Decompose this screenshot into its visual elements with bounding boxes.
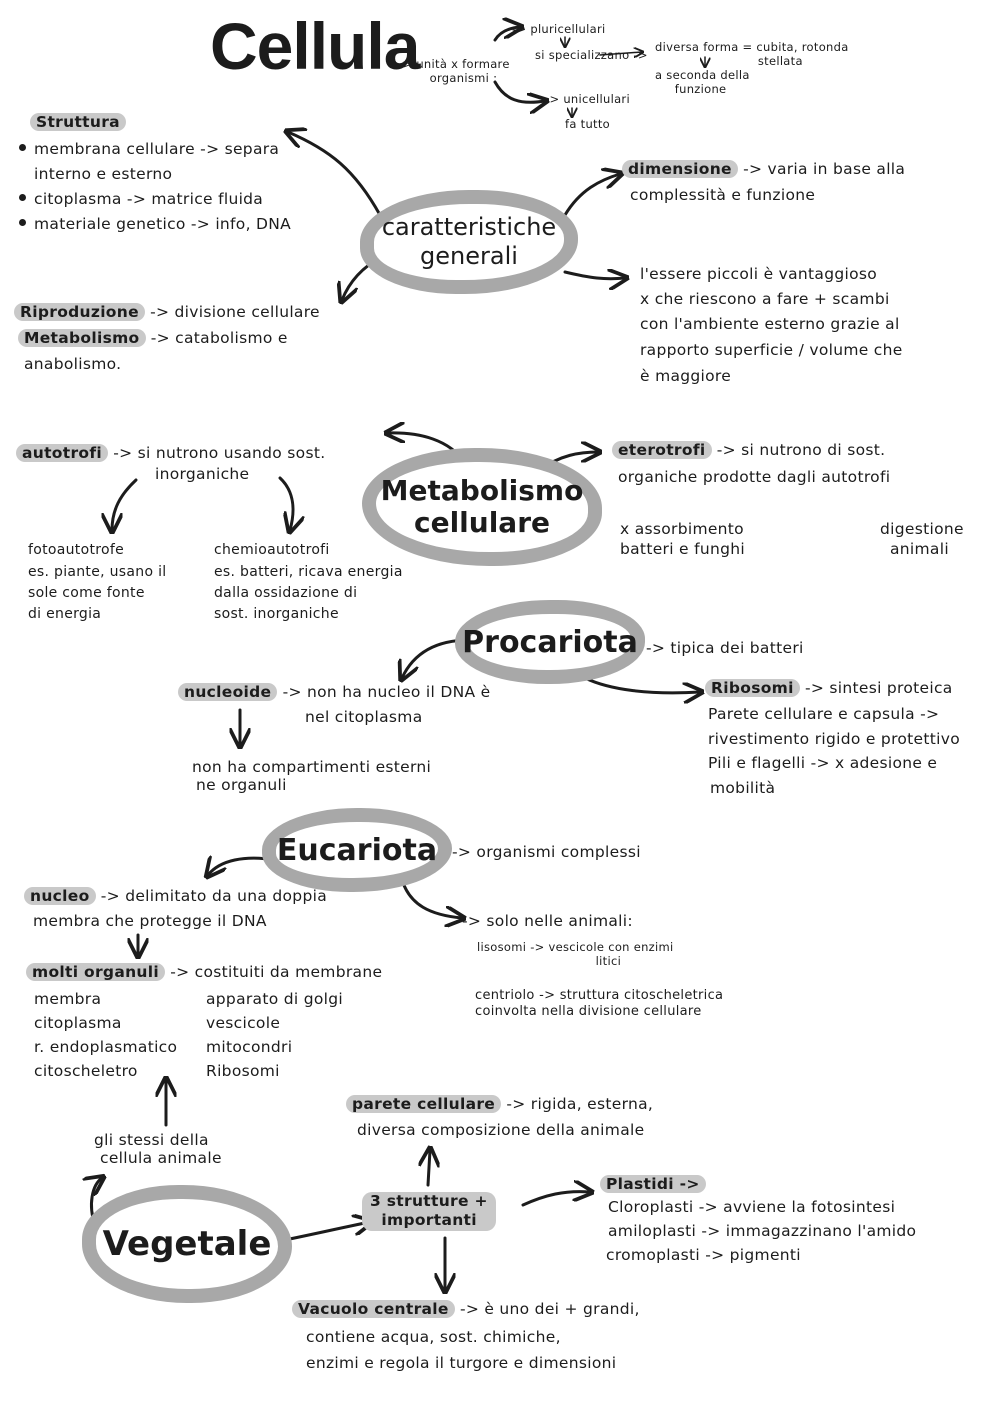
- ribosomi-more: Pili e flagelli -> x adesione e: [708, 754, 938, 772]
- organuli-line: molti organuli -> costituiti da membrane: [26, 960, 382, 984]
- intro-pluricellulari: -> pluricellulari: [512, 22, 606, 36]
- plastidi-item: Cloroplasti -> avviene la fotosintesi: [608, 1198, 896, 1216]
- ribosomi-more: rivestimento rigido e protettivo: [708, 730, 961, 748]
- struttura-item: membrana cellulare -> separa: [34, 140, 280, 158]
- ribosomi-line: Ribosomi -> sintesi proteica: [705, 676, 953, 700]
- chemioautotrofi-line: es. batteri, ricava energia: [214, 564, 403, 580]
- parete-line-2: diversa composizione della animale: [357, 1121, 645, 1139]
- ribosomi-more: mobilità: [710, 779, 776, 797]
- organuli-col2-item: vescicole: [206, 1014, 281, 1032]
- dimensione-line: dimensione -> varia in base alla: [622, 157, 905, 181]
- piccoli-line: x che riescono a fare + scambi: [640, 290, 890, 308]
- node-eucariota: Eucariota: [262, 808, 452, 892]
- animali-heading: -> solo nelle animali:: [462, 912, 633, 930]
- organuli-col1-item: membra: [34, 990, 102, 1008]
- vacuolo-more: contiene acqua, sost. chimiche,: [306, 1328, 561, 1346]
- strutture-box: 3 strutture + importanti: [362, 1192, 496, 1231]
- vacuolo-line: Vacuolo centrale -> è uno dei + grandi,: [292, 1297, 640, 1321]
- plastidi-heading: Plastidi ->: [600, 1172, 706, 1196]
- organuli-col1-item: citoscheletro: [34, 1062, 138, 1080]
- dimensione-line-2: complessità e funzione: [630, 186, 816, 204]
- compartimenti-line: ne organuli: [196, 776, 287, 794]
- metabolismo-line: Metabolismo -> catabolismo e: [18, 326, 288, 350]
- stessi-line: cellula animale: [100, 1149, 222, 1167]
- fotoautotrofe-line: di energia: [28, 606, 102, 622]
- node-caratteristiche-generali: caratteristiche generali: [360, 190, 578, 294]
- intro-fa-tutto: fa tutto: [565, 117, 611, 131]
- nucleoide-line-2: nel citoplasma: [305, 708, 423, 726]
- nucleo-line-2: membra che protegge il DNA: [33, 912, 267, 930]
- intro-seconda: a seconda della funzione: [655, 68, 750, 97]
- node-procariota: Procariota: [455, 600, 645, 684]
- node-vegetale: Vegetale: [82, 1185, 292, 1303]
- eterotrofi-line-2: organiche prodotte dagli autotrofi: [618, 468, 891, 486]
- struttura-item: interno e esterno: [34, 165, 173, 183]
- bullet-dot: [19, 144, 26, 151]
- piccoli-line: con l'ambiente esterno grazie al: [640, 315, 900, 333]
- organuli-col2-item: Ribosomi: [206, 1062, 280, 1080]
- assorbimento-line: batteri e funghi: [620, 540, 745, 558]
- lisosomi-text: lisosomi -> vescicole con enzimi litici: [477, 940, 674, 969]
- struttura-item: materiale genetico -> info, DNA: [34, 215, 292, 233]
- piccoli-line: rapporto superficie / volume che: [640, 341, 903, 359]
- intro-si-specializzano: si specializzano ->: [535, 48, 648, 62]
- struttura-item: citoplasma -> matrice fluida: [34, 190, 264, 208]
- eterotrofi-line: eterotrofi -> si nutrono di sost.: [612, 438, 885, 462]
- metabolismo-line-2: anabolismo.: [24, 355, 122, 373]
- organuli-col2-item: apparato di golgi: [206, 990, 343, 1008]
- organuli-col2-item: mitocondri: [206, 1038, 293, 1056]
- stessi-line: gli stessi della: [94, 1131, 209, 1149]
- riproduzione-line: Riproduzione -> divisione cellulare: [14, 300, 320, 324]
- assorbimento-line: x assorbimento: [620, 520, 744, 538]
- fotoautotrofe-line: es. piante, usano il: [28, 564, 167, 580]
- page-title: Cellula: [210, 9, 420, 83]
- compartimenti-line: non ha compartimenti esterni: [192, 758, 432, 776]
- piccoli-line: l'essere piccoli è vantaggioso: [640, 265, 878, 283]
- fotoautotrofe-line: sole come fonte: [28, 585, 145, 601]
- centriolo-text: centriolo -> struttura citoscheletrica coinvolta nella divisione cellulare: [475, 988, 724, 1020]
- organuli-col1-item: r. endoplasmatico: [34, 1038, 178, 1056]
- intro-unicellulari: -> unicellulari: [545, 92, 630, 106]
- intro-unita: -> unità x formare organismi :: [398, 57, 510, 86]
- eucariota-complessi: -> organismi complessi: [452, 843, 641, 861]
- nucleo-line: nucleo -> delimitato da una doppia: [24, 884, 327, 908]
- autotrofi-line-2: inorganiche: [155, 465, 250, 483]
- autotrofi-line: autotrofi -> si nutrono usando sost.: [16, 441, 325, 465]
- nucleoide-line: nucleoide -> non ha nucleo il DNA è: [178, 680, 490, 704]
- chemioautotrofi-line: sost. inorganiche: [214, 606, 339, 622]
- plastidi-item: amiloplasti -> immagazzinano l'amido: [608, 1222, 917, 1240]
- piccoli-line: è maggiore: [640, 367, 732, 385]
- parete-line: parete cellulare -> rigida, esterna,: [346, 1092, 653, 1116]
- organuli-col1-item: citoplasma: [34, 1014, 122, 1032]
- vacuolo-more: enzimi e regola il turgore e dimensioni: [306, 1354, 617, 1372]
- chemioautotrofi-line: dalla ossidazione di: [214, 585, 358, 601]
- bullet-dot: [19, 194, 26, 201]
- ribosomi-more: Parete cellulare e capsula ->: [708, 705, 940, 723]
- plastidi-item: cromoplasti -> pigmenti: [606, 1246, 801, 1264]
- bullet-dot: [19, 219, 26, 226]
- digestione-line: digestione: [880, 520, 964, 538]
- struttura-heading: Struttura: [30, 110, 126, 134]
- node-metabolismo-cellulare: Metabolismo cellulare: [362, 448, 602, 566]
- procariota-tipica: -> tipica dei batteri: [646, 639, 804, 657]
- digestione-line: animali: [890, 540, 949, 558]
- fotoautotrofe-line: fotoautotrofe: [28, 542, 125, 558]
- chemioautotrofi-line: chemioautotrofi: [214, 542, 330, 558]
- intro-diversa-forma: diversa forma = cubita, rotonda stellata: [655, 40, 849, 69]
